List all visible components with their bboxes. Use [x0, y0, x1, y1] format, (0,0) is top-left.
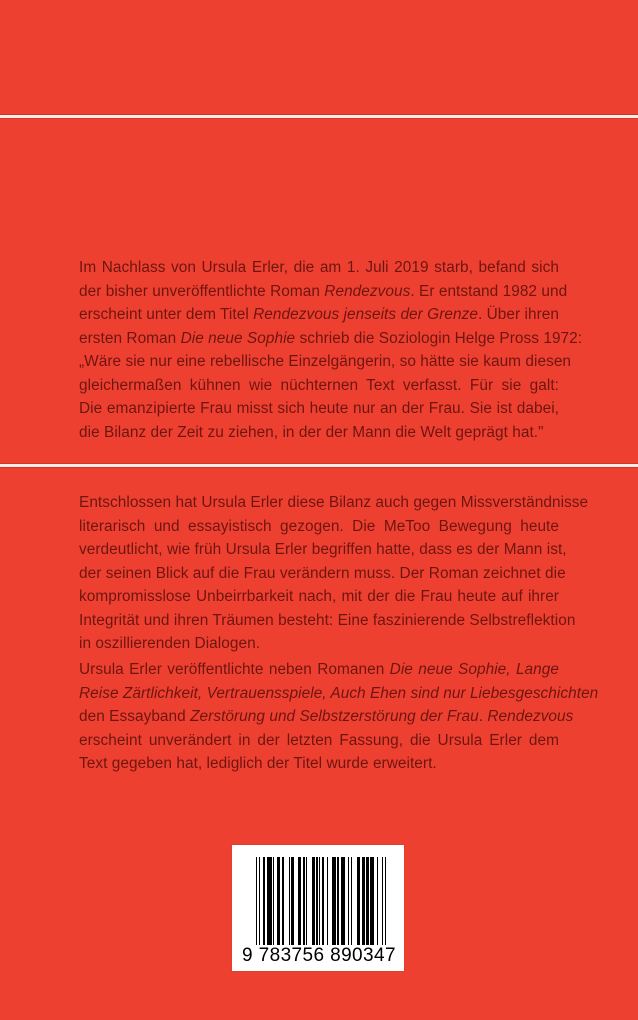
body-text: . Er entstand 1982 und	[410, 282, 568, 300]
body-text: Im Nachlass von Ursula Erler, die am 1. Juli 2019 starb, befand sich	[79, 259, 559, 276]
text-line	[79, 752, 559, 776]
top-divider-line	[0, 115, 638, 118]
text-line	[79, 562, 566, 586]
body-text: der seinen Blick auf die Frau verändern muss. Der Roman zeichnet die	[79, 564, 566, 582]
blurb-paragraph-3	[79, 658, 599, 776]
text-line	[79, 515, 559, 539]
body-text: der bisher unveröffentlichte Roman	[79, 282, 325, 300]
blurb-paragraph-1	[79, 256, 583, 444]
text-line	[79, 538, 567, 562]
text-line	[79, 491, 589, 515]
body-text: Ursula Erler veröffentlichte neben Romanen	[79, 661, 390, 678]
text-line	[79, 729, 559, 753]
text-line	[79, 682, 599, 706]
body-text: literarisch und essayistisch gezogen. Die MeToo Bewegung heute	[79, 517, 559, 535]
body-text: verdeutlicht, wie früh Ursula Erler begriffen hatte, dass es der Mann ist,	[79, 541, 567, 558]
body-text: erscheint unverändert in der letzten Fassung, die Ursula Erler dem	[79, 731, 559, 749]
text-line	[79, 374, 559, 398]
body-text: „Wäre sie nur eine rebellische Einzelgängerin, so hätte sie kaum diesen	[79, 353, 572, 370]
italic-title-text: Die neue Sophie, Lange	[389, 661, 559, 678]
text-line	[79, 350, 572, 374]
text-line	[79, 397, 559, 421]
text-line	[79, 609, 576, 633]
body-text: Text gegeben hat, lediglich der Titel wurde erweitert.	[79, 755, 437, 772]
text-line	[79, 585, 559, 609]
body-text: in oszillierenden Dialogen.	[79, 635, 261, 652]
body-text: .	[478, 708, 488, 725]
body-text: kompromisslose Unbeirrbarkeit nach, mit der die Frau heute auf ihrer	[79, 588, 559, 605]
isbn-barcode	[232, 845, 404, 971]
barcode-module	[385, 857, 386, 951]
body-text: ersten Roman	[79, 329, 181, 347]
blurb-paragraph-2	[79, 491, 589, 656]
text-line	[79, 632, 559, 656]
body-text: Integrität und ihren Träumen besteht: Eine faszinierende Selbstreflektion	[79, 611, 576, 629]
body-text: Die emanzipierte Frau misst sich heute nur an der Frau. Sie ist dabei,	[79, 400, 559, 417]
italic-title-text: Rendezvous jenseits der Grenze	[253, 306, 478, 323]
italic-title-text: Zerstörung und Selbstzerstörung der Frau	[190, 708, 479, 725]
text-line	[79, 658, 559, 682]
italic-title-text: Rendezvous	[487, 708, 574, 725]
body-text: gleichermaßen kühnen wie nüchternen Text verfasst. Für sie galt:	[79, 376, 559, 394]
italic-title-text: Rendezvous	[324, 282, 411, 300]
italic-title-text: Die neue Sophie	[180, 329, 296, 347]
body-text: Entschlossen hat Ursula Erler diese Bilanz auch gegen Missverständnisse	[79, 494, 589, 511]
text-line	[79, 421, 559, 445]
body-text: erscheint unter dem Titel	[79, 306, 254, 323]
italic-title-text: Reise Zärtlichkeit, Vertrauensspiele, Auch Ehen sind nur Liebesgeschichten	[79, 684, 599, 702]
body-text: die Bilanz der Zeit zu ziehen, in der der Mann die Welt geprägt hat."	[79, 423, 544, 441]
text-line	[79, 327, 583, 351]
isbn-number: 9 783756 890347	[242, 945, 396, 966]
body-text: . Über ihren	[477, 306, 559, 323]
body-text: den Essayband	[79, 708, 191, 725]
text-line	[79, 280, 568, 304]
text-line	[79, 705, 574, 729]
barcode-bars	[256, 857, 386, 951]
middle-divider-line	[0, 464, 638, 467]
text-line	[79, 256, 559, 280]
text-line	[79, 303, 559, 327]
body-text: schrieb die Soziologin Helge Pross 1972:	[295, 329, 583, 347]
